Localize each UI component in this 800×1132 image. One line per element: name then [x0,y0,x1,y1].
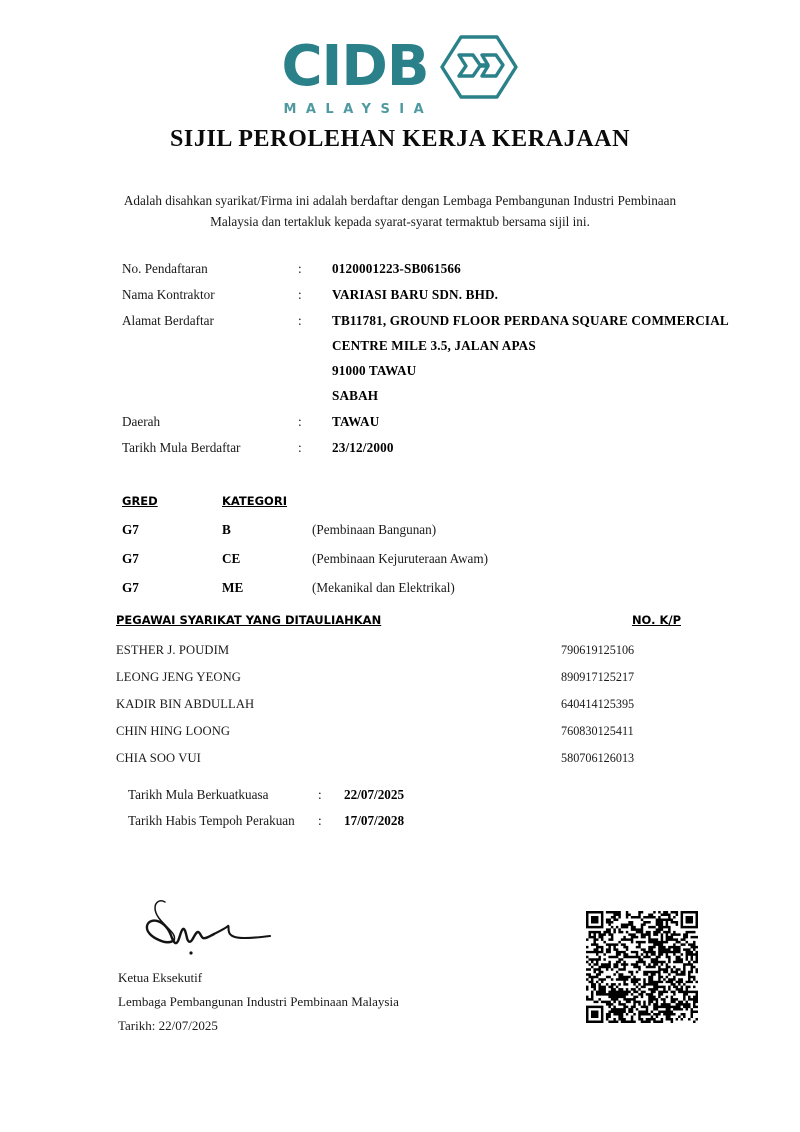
cidb-logo [0,34,800,118]
document-title: SIJIL PEROLEHAN KERJA KERAJAAN [169,126,631,152]
category-description: (Pembinaan Kejuruteraan Awam) [312,551,489,566]
category-code: ME [222,580,244,595]
cidb-hexagon-h-mark [439,34,519,100]
detail-colon: : [298,440,302,455]
grade-table-header [122,494,682,508]
detail-value: 23/12/2000 [332,440,394,455]
category-description: (Mekanikal dan Elektrikal) [312,580,455,595]
qr-code-icon [586,911,698,1023]
detail-label: No. Pendaftaran [122,261,208,276]
address-value [332,313,729,404]
officer-name: KADIR BIN ABDULLAH [116,697,255,711]
table-row [116,751,681,766]
signature-date: Tarikh: 22/07/2025 [118,1018,218,1033]
grade-value: G7 [122,551,139,566]
validity-value: 17/07/2028 [344,813,405,828]
detail-row-daerah [122,414,762,430]
handwritten-signature [134,896,284,958]
validity-row-expiry [128,813,548,829]
officer-ic: 640414125395 [561,697,635,711]
table-row [122,551,682,567]
detail-value: 0120001223-SB061566 [332,261,461,276]
authorised-officers-table [116,613,681,778]
table-row [122,522,682,538]
grade-value: G7 [122,580,139,595]
intro-paragraph: Adalah disahkan syarikat/Firma ini adalah berdaftar dengan Lembaga Pembangunan Industri Pembinaan Malaysia dan tertakluk kepada syarat-syarat termaktub bersama sijil ini. [123,193,677,229]
column-header-ic-number: NO. K/P [631,613,681,627]
officer-ic: 760830125411 [561,724,634,738]
officer-name: LEONG JENG YEONG [116,670,241,684]
detail-label: Alamat Berdaftar [122,313,214,328]
officer-name: ESTHER J. POUDIM [116,643,230,657]
signature-block [118,896,498,1038]
validity-colon: : [318,813,322,828]
category-code: CE [222,551,241,566]
table-row [116,724,681,739]
detail-row-no-pendaftaran [122,261,762,277]
address-line: SABAH [332,388,379,403]
column-header-kategori: KATEGORI [222,494,287,508]
officers-table-header [116,613,681,627]
validity-value: 22/07/2025 [344,787,405,802]
category-description: (Pembinaan Bangunan) [312,522,437,537]
validity-row-start [128,787,548,803]
grade-category-table [122,494,682,609]
detail-value: VARIASI BARU SDN. BHD. [332,287,499,302]
detail-colon: : [298,261,302,276]
detail-label: Tarikh Mula Berdaftar [122,440,241,455]
column-header-gred: GRED [122,494,158,508]
grade-value: G7 [122,522,139,537]
detail-row-tarikh-mula-berdaftar [122,440,762,456]
signatory-title: Ketua Eksekutif [118,970,203,985]
qr-code[interactable] [586,911,698,1023]
logo-wordmark: CIDB [281,33,429,99]
detail-colon: : [298,414,302,429]
officer-ic: 580706126013 [561,751,635,765]
validity-colon: : [318,787,322,802]
address-line: TB11781, GROUND FLOOR PERDANA SQUARE COMMERCIAL [332,313,729,328]
detail-row-alamat-berdaftar [122,313,762,404]
detail-label: Nama Kontraktor [122,287,215,302]
detail-row-nama-kontraktor [122,287,762,303]
table-row [116,697,681,712]
table-row [116,643,681,658]
validity-dates [128,787,548,839]
detail-value: TAWAU [332,414,380,429]
signatory-organisation: Lembaga Pembangunan Industri Pembinaan Malaysia [118,994,399,1009]
address-line: 91000 TAWAU [332,363,417,378]
validity-label: Tarikh Mula Berkuatkuasa [128,787,269,802]
officer-ic: 890917125217 [561,670,635,684]
officer-name: CHIN HING LOONG [116,724,231,738]
validity-label: Tarikh Habis Tempoh Perakuan [128,813,295,828]
officer-name: CHIA SOO VUI [116,751,201,765]
address-line: CENTRE MILE 3.5, JALAN APAS [332,338,536,353]
detail-colon: : [298,287,302,302]
registration-details [122,261,762,466]
table-row [122,580,682,596]
table-row [116,670,681,685]
category-code: B [222,522,231,537]
officer-ic: 790619125106 [561,643,635,657]
detail-colon: : [298,313,302,328]
column-header-officer-name: PEGAWAI SYARIKAT YANG DITAULIAHKAN [116,613,382,627]
logo-subtitle: MALAYSIA [283,102,434,117]
detail-label: Daerah [122,414,161,429]
